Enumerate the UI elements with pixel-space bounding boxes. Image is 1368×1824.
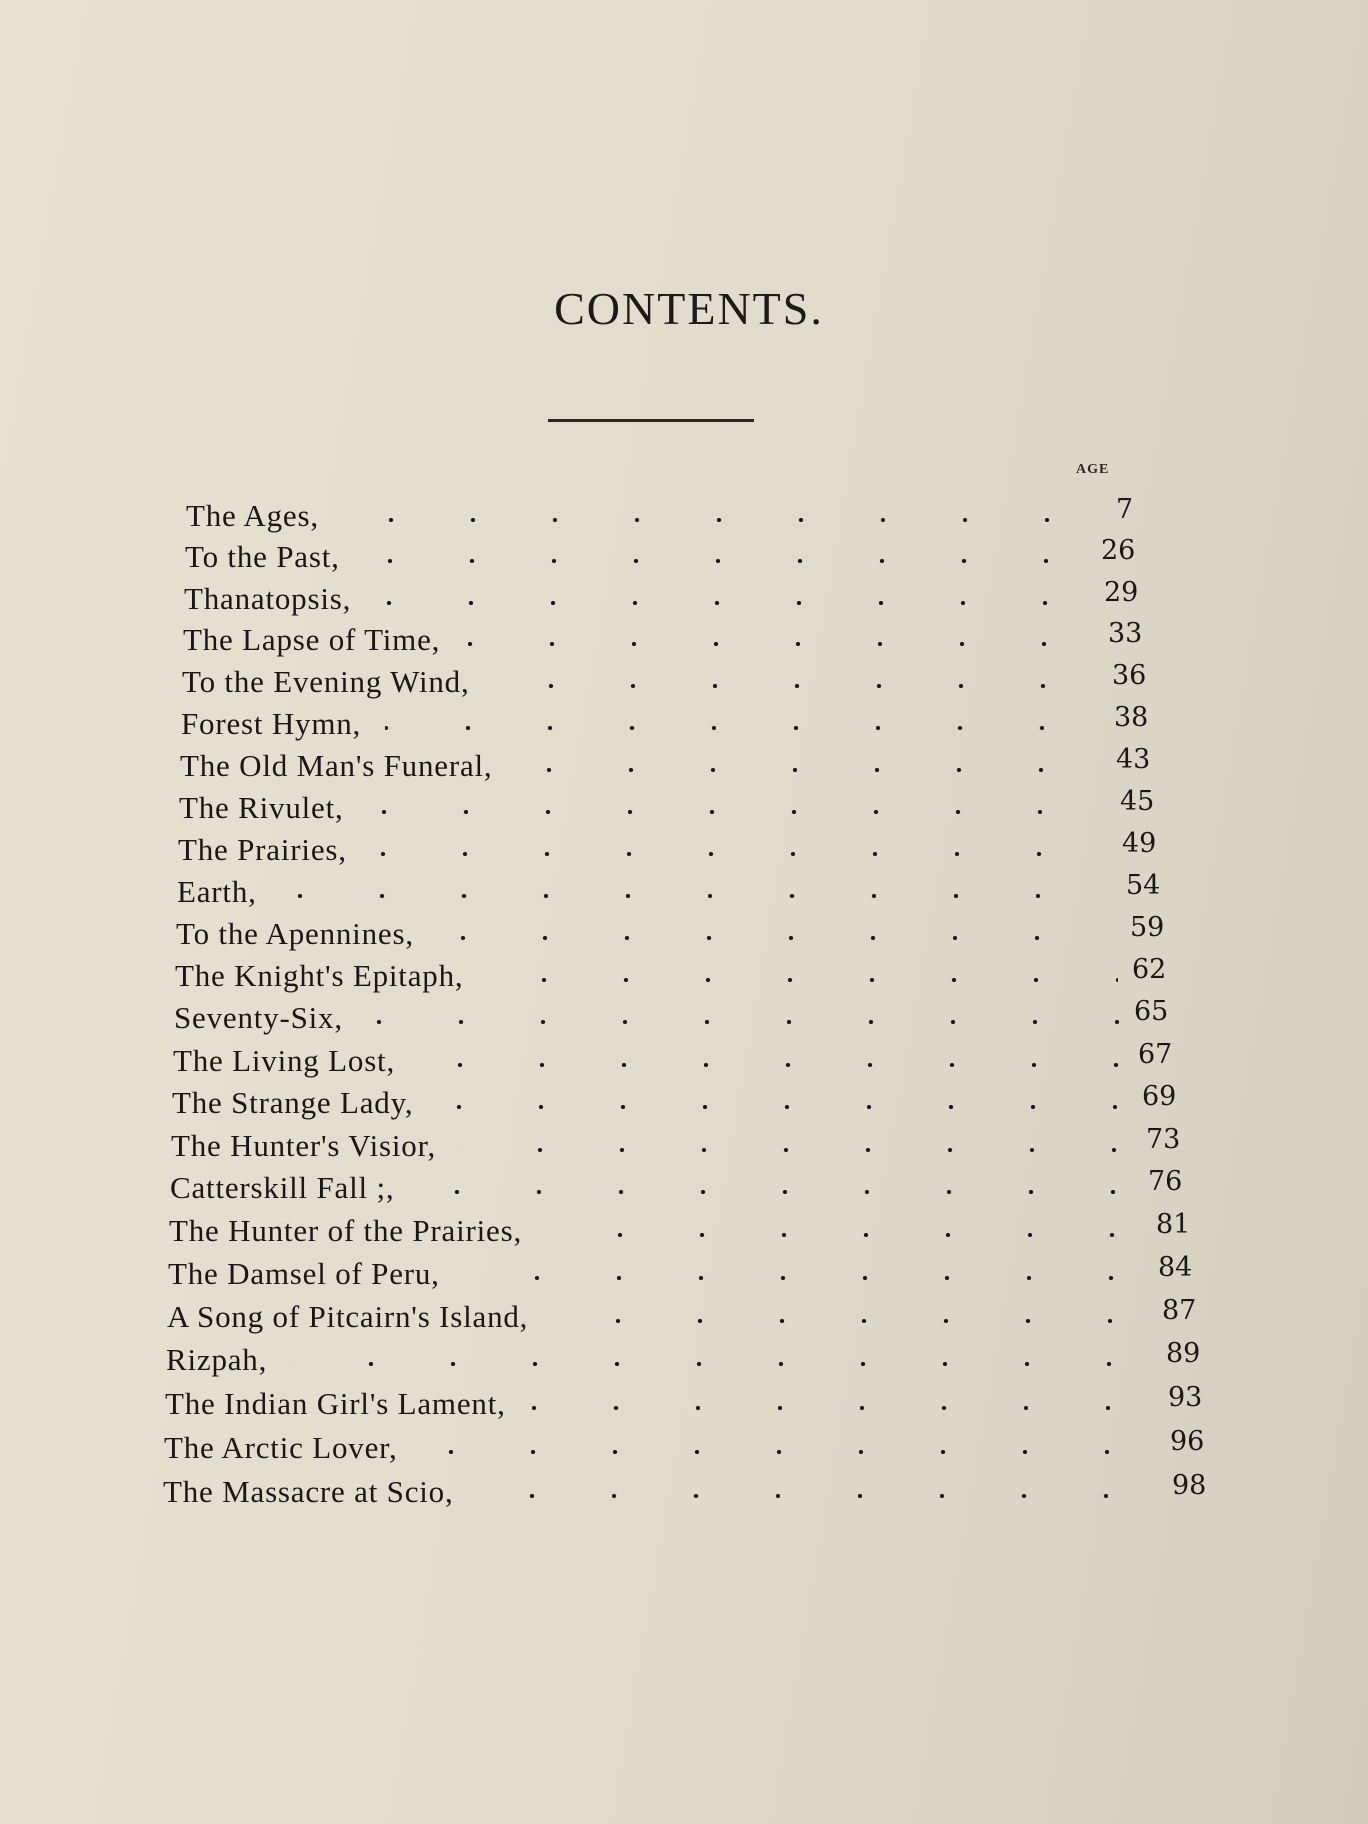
dot-leader [460,1148,1132,1152]
entry-title: The Lapse of Time, [183,622,441,657]
entry-page-number: 69 [1142,1081,1177,1112]
entry-title: The Living Lost, [173,1043,396,1078]
dot-leader [367,1020,1120,1024]
entry-title: Earth, [177,874,257,909]
entry-page-number: 45 [1120,786,1155,817]
entry-page-number: 7 [1116,494,1134,525]
entry-title: The Ages, [186,498,319,533]
dot-leader [281,894,1112,898]
dot-leader [364,559,1087,563]
entry-page-number: 81 [1156,1209,1191,1240]
entry-title: The Arctic Lover, [164,1430,398,1465]
entry-page-number: 84 [1158,1252,1193,1283]
entry-title: To the Past, [185,539,340,574]
dot-leader [291,1362,1152,1366]
toc-entry [176,912,1190,956]
toc-entry [182,660,1172,704]
entry-page-number: 93 [1168,1382,1203,1413]
dot-leader [494,684,1098,688]
entry-page-number: 67 [1138,1039,1173,1070]
toc-entry [175,954,1192,998]
toc-entry [181,702,1174,746]
entry-title: To the Evening Wind, [182,664,470,699]
entry-title: The Massacre at Scio, [163,1474,454,1509]
entry-title: Forest Hymn, [181,706,362,741]
entry-title: The Indian Girl's Lament, [165,1386,506,1421]
toc-entry [172,1081,1202,1125]
entry-page-number: 59 [1130,912,1165,943]
entry-page-number: 43 [1116,744,1151,775]
dot-leader [546,1233,1142,1237]
dot-leader [419,1063,1124,1067]
entry-page-number: 98 [1172,1470,1207,1501]
dot-leader [343,518,1102,522]
dot-leader [371,852,1108,856]
entry-title: To the Apennines, [176,916,414,951]
dot-leader [368,810,1106,814]
entry-title: Rizpah, [166,1342,268,1377]
toc-entry [173,1039,1198,1083]
entry-title: The Hunter's Visior, [171,1128,437,1163]
entry-title: Thanatopsis, [184,581,352,616]
entry-page-number: 62 [1132,954,1167,985]
page-column-header: AGE [1076,462,1110,477]
entry-title: The Old Man's Funeral, [180,748,493,783]
entry-page-number: 73 [1146,1124,1181,1155]
entry-page-number: 33 [1108,618,1143,649]
dot-leader [516,768,1102,772]
toc-entry [168,1252,1218,1296]
dot-leader [438,936,1116,940]
entry-title: The Prairies, [178,832,347,867]
entry-page-number: 89 [1166,1338,1201,1369]
entry-page-number: 38 [1114,702,1149,733]
entry-page-number: 54 [1126,870,1161,901]
dot-leader [530,1406,1154,1410]
toc-entry [164,1426,1230,1470]
toc-entry [186,494,1176,538]
toc-entry [171,1124,1206,1168]
entry-title: A Song of Pitcairn's Island, [167,1299,529,1334]
toc-entry [174,996,1194,1040]
toc-entry [169,1209,1216,1253]
toc-entry [179,786,1180,830]
entry-page-number: 76 [1148,1166,1183,1197]
entry-page-number: 96 [1170,1426,1205,1457]
page-title: CONTENTS. [554,283,824,334]
entry-page-number: 49 [1122,828,1157,859]
entry-page-number: 36 [1112,660,1147,691]
dot-leader [375,601,1090,605]
dot-leader [464,1276,1144,1280]
dot-leader [437,1105,1128,1109]
entry-page-number: 87 [1162,1295,1197,1326]
dot-leader [464,642,1094,646]
dot-leader [418,1190,1134,1194]
toc-entry [163,1470,1232,1514]
toc-entry [184,577,1164,621]
entry-title: The Hunter of the Prairies, [169,1213,523,1248]
toc-entry [178,828,1182,872]
dot-leader [552,1319,1148,1323]
dot-leader [422,1450,1156,1454]
toc-entry [170,1166,1208,1210]
entry-title: The Rivulet, [179,790,344,825]
toc-entry [177,870,1186,914]
toc-entry [165,1382,1228,1426]
dot-leader [385,726,1100,730]
toc-entry [185,535,1161,579]
entry-title: The Damsel of Peru, [168,1256,440,1291]
entry-title: Catterskill Fall ;, [170,1170,395,1205]
entry-title: The Strange Lady, [172,1085,414,1120]
toc-entry [183,618,1168,662]
entry-title: Seventy-Six, [174,1000,343,1035]
dot-leader [487,978,1118,982]
entry-page-number: 26 [1101,535,1136,566]
toc-entry [166,1338,1226,1382]
entry-page-number: 29 [1104,577,1139,608]
entry-title: The Knight's Epitaph, [175,958,464,993]
entry-page-number: 65 [1134,996,1169,1027]
toc-entry [180,744,1176,788]
dot-leader [478,1494,1158,1498]
toc-entry [167,1295,1222,1339]
